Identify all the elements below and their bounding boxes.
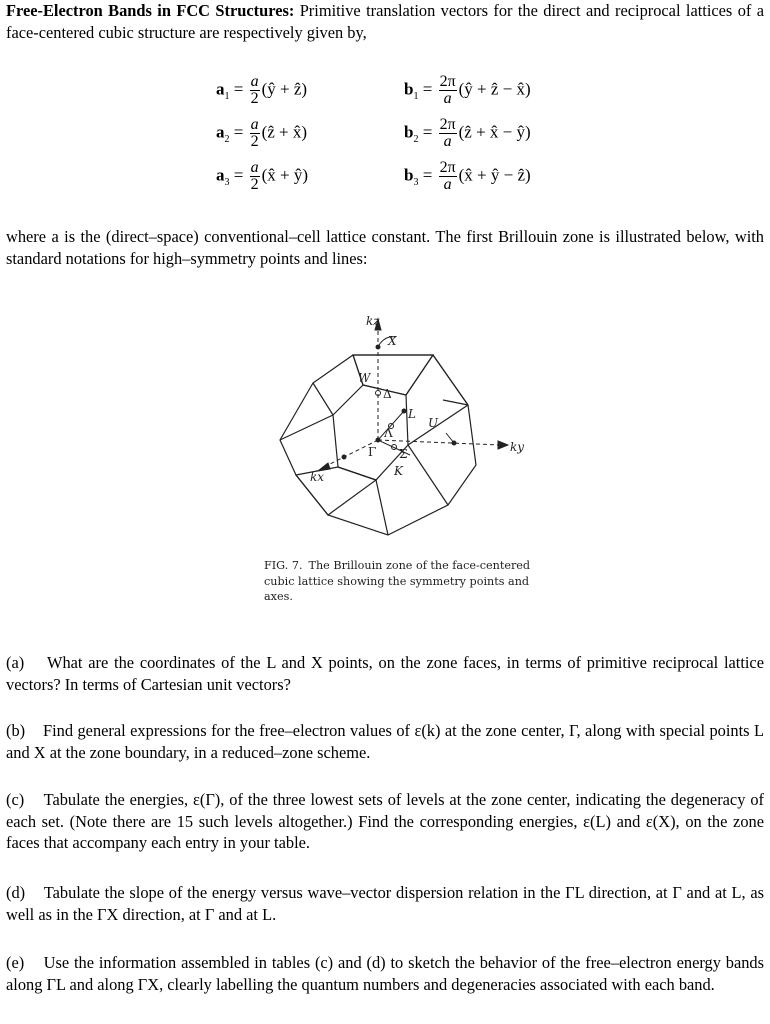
gamma-point	[376, 438, 381, 443]
question-a	[6, 652, 764, 695]
x-point	[376, 345, 381, 350]
question-b	[6, 720, 764, 763]
question-e-label: (e)	[6, 953, 25, 972]
kx-point	[342, 455, 347, 460]
question-b-label: (b)	[6, 721, 26, 740]
sigma-label: Σ	[399, 447, 408, 461]
question-d-label: (d)	[6, 883, 26, 902]
equation-a2: $a_2$ = $\frac{a}{2}$ (ẑ + x̂)	[216, 116, 308, 150]
caption-figure-number: FIG. 7.	[264, 559, 303, 572]
intro-text: Primitive translation vectors for the direct and reciprocal lattices of a face-centered cubic structure are respectively given by,	[6, 1, 765, 42]
kz-label: kz	[366, 314, 380, 328]
ky-axis	[378, 440, 500, 445]
symmetry-points	[342, 345, 457, 460]
question-c-text: Tabulate the energies, ε(Γ), of the three lowest sets of levels at the zone center, indicating the degeneracy of each set. (Note there are 15 such levels altogether.) Find the corresponding energies, ε(L) and ε(X), on the zone faces that accompany each entry in your table.	[6, 790, 764, 852]
question-e-text: Use the information assembled in tables (c) and (d) to sketch the behavior of the free–electron energy bands along ΓL and along ΓX, clearly labelling the quantum numbers and degeneracies associated with each band.	[6, 953, 764, 994]
l-point	[402, 409, 407, 414]
x-label: X	[388, 334, 397, 348]
question-b-text: Find general expressions for the free–electron values of ε(k) at the zone center, Γ, along with special points L and X at the zone boundary, in a reduced–zone scheme.	[6, 721, 765, 762]
k-label: K	[394, 464, 403, 478]
equation-b1: $b_1$ = $\frac{2\pi}{a}$ (ŷ + ẑ − x̂)	[404, 73, 531, 107]
equation-b2: $b_2$ = $\frac{2\pi}{a}$ (ẑ + x̂ − ŷ)	[404, 116, 531, 150]
ky-label: ky	[510, 440, 525, 454]
equation-b3: $b_3$ = $\frac{2\pi}{a}$ (x̂ + ŷ − ẑ)	[404, 159, 531, 193]
k-axes	[318, 319, 508, 471]
figure-caption	[264, 558, 534, 605]
question-e	[6, 952, 764, 995]
problem-title: Free-Electron Bands in FCC Structures:	[6, 1, 295, 20]
equation-a1: $a_1$ = $\frac{a}{2}$ (ŷ + ẑ)	[216, 73, 308, 107]
l-label: L	[408, 407, 416, 421]
question-a-label: (a)	[6, 653, 25, 672]
kx-label: kx	[310, 470, 325, 484]
question-c	[6, 789, 764, 854]
ky-arrowhead	[498, 441, 508, 449]
question-d-text: Tabulate the slope of the energy versus wave–vector dispersion relation in the ΓL direction, at Γ and at L, as well as in the ΓX direction, at Γ and at L.	[6, 883, 764, 924]
u-label: U	[428, 416, 439, 430]
gamma-label: Γ	[368, 445, 377, 459]
question-c-label: (c)	[6, 790, 25, 809]
where-paragraph: where a is the (direct–space) conventional–cell lattice constant. The first Brillouin zone is illustrated below, with standard notations for high–symmetry points and lines:	[6, 227, 764, 268]
equation-a3: $a_3$ = $\frac{a}{2}$ (x̂ + ŷ)	[216, 159, 309, 193]
question-a-text: What are the coordinates of the L and X points, on the zone faces, in terms of primitive reciprocal lattice vectors? In terms of Cartesian unit vectors?	[6, 653, 764, 694]
w-label: W	[358, 371, 371, 385]
caption-text: The Brillouin zone of the face-centered cubic lattice showing the symmetry points and axes.	[264, 559, 531, 603]
intro-paragraph	[6, 0, 764, 43]
delta-label: Δ	[383, 387, 392, 401]
question-d	[6, 882, 764, 925]
lambda-label: Λ	[384, 426, 393, 440]
u-point	[452, 441, 457, 446]
